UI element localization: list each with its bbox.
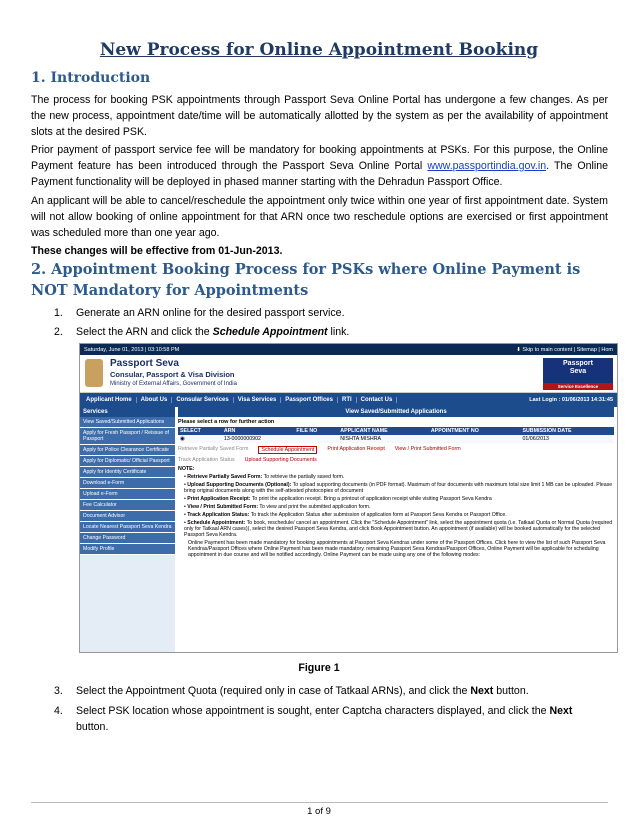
- passport-india-link[interactable]: www.passportindia.gov.in: [427, 160, 547, 172]
- list-item-emphasis: Schedule Appointment: [212, 326, 328, 338]
- column-header: APPLICANT NAME: [338, 427, 429, 435]
- intro-paragraph-1: The process for booking PSK appointments through Passport Seva Online Portal has undergone a few changes. As per the new process, appointment date/time will be automatically allotted by the system as per the availability of appointment slots at the desired PSK.: [31, 94, 608, 138]
- column-header: SUBMISSION DATE: [520, 427, 614, 435]
- applications-table: [178, 427, 614, 443]
- action-links-row-2: [178, 457, 614, 463]
- portal-division: Consular, Passport & Visa Division: [110, 370, 235, 379]
- note-bullet: • Track Application Status: To track the Application Status after submission of application form at Passport Seva Kendra or Passport Office.: [184, 512, 507, 518]
- nav-rti[interactable]: RTI: [338, 397, 357, 403]
- portal-main: [175, 407, 617, 652]
- figure-caption: Figure 1: [298, 662, 340, 674]
- track-status-link[interactable]: Track Application Status: [178, 457, 235, 463]
- view-print-form-link[interactable]: View / Print Submitted Form: [394, 446, 461, 452]
- note-bullet-text: To book, reschedule/ cancel an appointment. Click the "Schedule Appointment" link, select the appointment quota (i.e. Tatkaal Quota or Normal Quota (required only for Tatkaal ARN cases)), select the desired Passport Seva Kendra, and click Book Appointment button. An appointment (if available) will be booked automatically for the selected Passport Seva Kendra.: [184, 520, 613, 538]
- note-bullet-text: To upload supporting documents (in PDF format). Maximum of four documents with maximum total size limit 1 MB can be uploaded. Please bring original documents along with the self-attested photocopies of document: [184, 482, 613, 494]
- portal-body: [80, 407, 617, 652]
- sidebar-item[interactable]: Upload e-Form: [80, 489, 175, 500]
- portal-datetime: Saturday, June 01, 2013 | 03:10:58 PM: [84, 346, 180, 353]
- note-bullet-title: Upload Supporting Documents (Optional):: [187, 482, 292, 488]
- online-payment-note: Online Payment has been made mandatory for booking appointments at Passport Seva Kendras under some of the Passport Offices. Click here to view the list of such Passport Seva Kendras/Passport Offices where Online Payment has been made mandatory. remaining Passport Seva Kendras/Passport Offices, Online Payment will be applicable for scheduling appointment in due course and will be notified accordingly. Online Payment can be made using any one of the following modes:: [188, 540, 606, 558]
- nav-applicant-home[interactable]: Applicant Home: [82, 397, 137, 403]
- note-bullet: • Schedule Appointment: To book, reschedule/ cancel an appointment. Click the "Schedule Appointment" link, select the appointment quota (i.e. Tatkaal Quota or Normal Quota (required only for Tatkaal ARN cases)), select the desired Passport Seva Kendra, and click Book Appointment button. An appointment (if available) will be booked automatically for the selected Passport Seva Kendra.: [184, 520, 613, 538]
- table-cell: NISHTA MISHRA: [338, 435, 429, 443]
- portal-banner: [80, 355, 617, 393]
- nav-passport-offices[interactable]: Passport Offices: [281, 397, 338, 403]
- column-header: SELECT: [178, 427, 222, 435]
- nav-consular-services[interactable]: Consular Services: [172, 397, 233, 403]
- passport-seva-logo: [543, 358, 613, 390]
- footer-divider: [31, 802, 608, 803]
- table-cell: [294, 435, 338, 443]
- sidebar-item[interactable]: View Saved/Submitted Applications: [80, 417, 175, 428]
- note-label: NOTE:: [178, 466, 195, 472]
- main-header: View Saved/Submitted Applications: [178, 407, 614, 417]
- list-item-text: [76, 703, 606, 735]
- list-item-text-post: button.: [493, 685, 529, 697]
- sidebar-item[interactable]: Change Password: [80, 533, 175, 544]
- note-bullet: • Upload Supporting Documents (Optional): To upload supporting documents (in PDF format). Maximum of four documents with maximum total size limit 1 MB can be uploaded. Please bring original documents along with the self-attested photocopies of document: [184, 482, 613, 494]
- note-bullet-text: To print the application receipt. Bring a printout of application receipt while visiting Passport Seva Kendra: [250, 496, 492, 502]
- portal-top-links[interactable]: ⬇ Skip to main content | Sitemap | Hom: [516, 346, 613, 353]
- column-header: APPOINTMENT NO: [429, 427, 521, 435]
- logo-tagline: Service Excellence: [543, 383, 613, 390]
- note-bullet-text: To track the Application Status after submission of application form at Passport Seva Kendra or Passport Office.: [249, 512, 507, 518]
- table-cell: [429, 435, 521, 443]
- action-links-row-1: [178, 446, 614, 454]
- list-item-number: 4.: [54, 705, 63, 717]
- logo-line-2: Seva: [569, 368, 587, 375]
- page-title: New Process for Online Appointment Booking: [99, 40, 539, 60]
- table-row: [178, 435, 614, 443]
- portal-ministry: Ministry of External Affairs, Government of India: [110, 381, 237, 387]
- figure-screenshot: [79, 343, 618, 653]
- list-item-emphasis: Next: [470, 685, 494, 697]
- table-cell: 01/06/2013: [520, 435, 614, 443]
- logo-line-1: Passport: [563, 360, 593, 367]
- portal-brand-name: Passport Seva: [110, 358, 179, 369]
- list-item-text-post: button.: [76, 721, 109, 733]
- list-item-number: 2.: [54, 326, 63, 338]
- note-bullet-title: Track Application Status:: [187, 512, 250, 518]
- note-bullet: • Print Application Receipt: To print the application receipt. Bring a printout of application receipt while visiting Passport Seva Kendra: [184, 496, 492, 502]
- sidebar-item[interactable]: Fee Calculator: [80, 500, 175, 511]
- list-item-text: [76, 324, 606, 340]
- list-item-number: 3.: [54, 685, 63, 697]
- list-item-emphasis: Next: [549, 705, 573, 717]
- portal-nav: [80, 393, 617, 407]
- upload-documents-link[interactable]: Upload Supporting Documents: [244, 457, 317, 463]
- intro-paragraph-2-text-b: . The Online Payment functionality will be deployed in phased manner starting with the Dehradun Passport Office.: [31, 160, 608, 188]
- note-bullet: • View / Print Submitted Form: To view and print the submitted application form.: [184, 504, 371, 510]
- retrieve-form-link[interactable]: Retrieve Partially Saved Form: [178, 446, 249, 452]
- section-heading-introduction: 1. Introduction: [31, 70, 151, 86]
- section-heading-booking-process: 2. Appointment Booking Process for PSKs where Online Payment is NOT Mandatory for Appointments: [31, 261, 581, 299]
- sidebar-item[interactable]: Download e-Form: [80, 478, 175, 489]
- note-bullet: • Retrieve Partially Saved Form: To retrieve the partially saved form.: [184, 474, 345, 480]
- column-header: ARN: [222, 427, 294, 435]
- sidebar-item[interactable]: Apply for Police Clearance Certificate: [80, 445, 175, 456]
- page-number: 1 of 9: [307, 806, 331, 817]
- sidebar-item[interactable]: Apply for Diplomatic/ Official Passport: [80, 456, 175, 467]
- nav-visa-services[interactable]: Visa Services: [234, 397, 282, 403]
- row-select-radio[interactable]: ◉: [178, 435, 222, 443]
- list-item-text-pre: Select PSK location whose appointment is sought, enter Captcha characters displayed, and click the: [76, 705, 550, 717]
- print-receipt-link[interactable]: Print Application Receipt: [327, 446, 385, 452]
- note-bullet-title: Print Application Receipt:: [187, 496, 251, 502]
- list-item-text: Generate an ARN online for the desired passport service.: [76, 307, 345, 319]
- portal-topbar: [80, 344, 617, 355]
- nav-about-us[interactable]: About Us: [137, 397, 173, 403]
- intro-paragraph-3: An applicant will be able to cancel/reschedule the appointment only twice within one year of first appointment date. System will not allow booking of online appointment for that ARN once two reschedule options are exercised or first appointment was scheduled more than one year ago.: [31, 195, 608, 239]
- intro-paragraph-2-text-a: Prior payment of passport service fee will be mandatory for booking appointments at PSKs. For this purpose, the Online Payment feature has been introduced through the Passport Seva Online Portal: [31, 144, 608, 172]
- note-bullet-text: To view and print the submitted application form.: [258, 504, 371, 510]
- note-bullet-text: To retrieve the partially saved form.: [262, 474, 345, 480]
- list-item-text-pre: Select the Appointment Quota (required only in case of Tatkaal ARNs), and click the: [76, 685, 471, 697]
- list-item-text-pre: Select the ARN and click the: [76, 326, 213, 338]
- emblem-icon: [85, 359, 103, 387]
- list-item-text: [76, 683, 606, 699]
- note-bullet-title: View / Print Submitted Form:: [187, 504, 259, 510]
- services-header: Services: [80, 407, 175, 417]
- nav-contact-us[interactable]: Contact Us: [357, 397, 398, 403]
- schedule-appointment-link[interactable]: Schedule Appointment: [258, 446, 317, 454]
- note-bullet-title: Retrieve Partially Saved Form:: [187, 474, 263, 480]
- sidebar-item[interactable]: Modify Profile: [80, 544, 175, 555]
- list-item-text-post: link.: [327, 326, 350, 338]
- last-login: Last Login : 01/06/2013 14:31:45: [529, 397, 613, 403]
- sidebar-item[interactable]: Apply for Fresh Passport / Reissue of Passport: [80, 428, 175, 445]
- list-item-number: 1.: [54, 307, 63, 319]
- intro-paragraph-2: [31, 142, 608, 190]
- note-bullet-title: Schedule Appointment:: [187, 520, 246, 526]
- sidebar-item[interactable]: Document Advisor: [80, 511, 175, 522]
- services-sidebar: [80, 407, 175, 652]
- table-cell: 13-0000000902: [222, 435, 294, 443]
- column-header: FILE NO: [294, 427, 338, 435]
- effective-date-note: These changes will be effective from 01-Jun-2013.: [31, 245, 283, 257]
- select-prompt: Please select a row for further action: [178, 419, 275, 425]
- sidebar-item[interactable]: Locate Nearest Passport Seva Kendra: [80, 522, 175, 533]
- sidebar-item[interactable]: Apply for Identity Certificate: [80, 467, 175, 478]
